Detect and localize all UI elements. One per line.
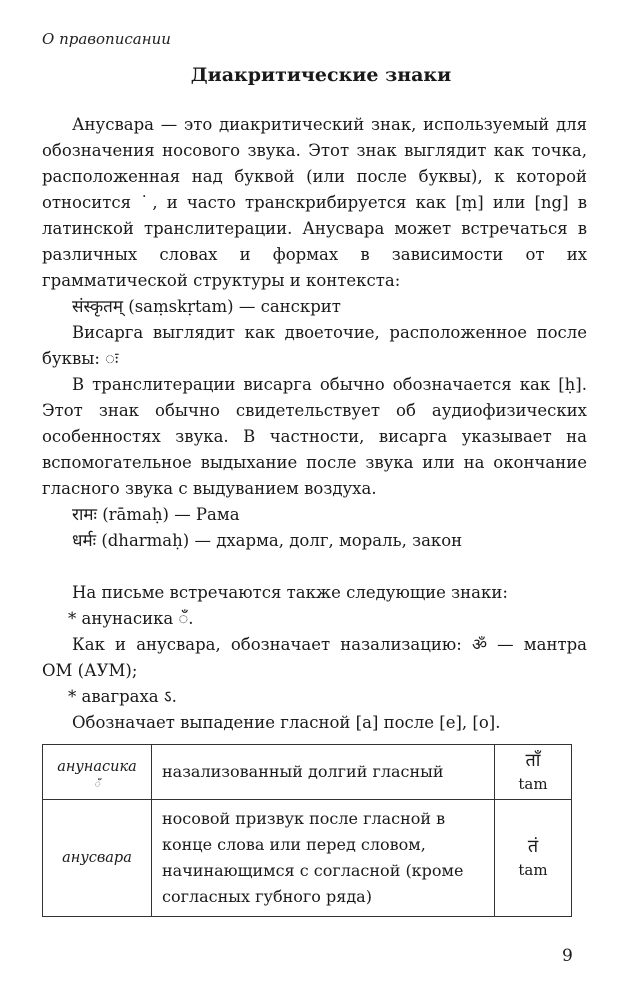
page-number: 9 bbox=[562, 946, 573, 966]
table-row bbox=[43, 745, 572, 800]
table-example-deva: तं bbox=[527, 836, 539, 857]
example-rama-translit: (rāmaḥ) bbox=[102, 505, 169, 524]
example-rama-deva: रामः bbox=[72, 505, 97, 525]
anusvara-paragraph: Анусвара — это диакритический знак, используемый для обозначения носового звука. Этот знак выглядит как точка, расположенная над буквой (или после буквы), к которой относится ˙, и часто транскрибируется как [ṃ] или [ng] в латинской транслитерации. Анусвара может встречаться в различных словах и формах в зависимости от их грамматической структуры и контекста: bbox=[42, 115, 587, 290]
section-title: Диакритические знаки bbox=[190, 64, 452, 86]
table-example-cell bbox=[495, 745, 572, 800]
table-row bbox=[43, 800, 572, 917]
table-description: носовой призвук после гласной в конце слова или перед словом, начинающимся с согласной (кроме согласных губного ряда) bbox=[152, 800, 495, 917]
table-example-roman: tam bbox=[518, 861, 548, 879]
om-symbol: ॐ bbox=[471, 635, 488, 654]
table-description: назализованный долгий гласный bbox=[152, 745, 495, 800]
table-term-cell bbox=[43, 745, 152, 800]
visarga-paragraph: В транслитерации висарга обычно обозначается как [ḥ]. Этот знак обычно свидетельствует об аудиофизических особенностях звука. В частности, висарга указывает на вспомогательное выдыхание после звука или на окончание гласного звука с выдуванием воздуха. bbox=[42, 375, 587, 498]
anunasika-desc bbox=[42, 632, 587, 684]
example-rama-gloss: — Рама bbox=[174, 505, 240, 524]
table-term: анусвара bbox=[62, 850, 132, 866]
example-dharma-deva: धर्मः bbox=[72, 531, 97, 551]
example-sanskrit-deva: संस्कृतम् bbox=[72, 297, 124, 317]
anunasika-item: * анунасика ँ. bbox=[68, 609, 194, 628]
example-dharma-gloss: — дхарма, долг, мораль, закон bbox=[194, 531, 463, 550]
table-example-deva: ताँ bbox=[525, 750, 541, 771]
table-example-cell bbox=[495, 800, 572, 917]
anunasika-desc-after: — мантра ОМ (АУМ); bbox=[42, 635, 587, 680]
diacritics-table bbox=[42, 744, 572, 917]
example-dharma bbox=[72, 528, 462, 554]
anunasika-desc-before: Как и анусвара, обозначает назализацию: bbox=[72, 635, 462, 654]
table-term-cell bbox=[43, 800, 152, 917]
example-sanskrit-translit: (saṃskṛtam) bbox=[128, 297, 234, 316]
other-signs-intro: На письме встречаются также следующие знаки: bbox=[72, 583, 508, 602]
avagraha-desc: Обозначает выпадение гласной [а] после [е], [о]. bbox=[72, 713, 501, 732]
table-term-mark: ँ bbox=[94, 779, 100, 790]
table-term: анунасика bbox=[57, 759, 137, 775]
example-rama bbox=[72, 502, 240, 528]
visarga-intro: Висарга выглядит как двоеточие, расположенное после буквы: ः bbox=[42, 323, 587, 368]
avagraha-item: * аваграха ऽ. bbox=[68, 687, 177, 706]
example-dharma-translit: (dharmaḥ) bbox=[101, 531, 190, 550]
running-head: О правописании bbox=[42, 30, 171, 48]
example-sanskrit bbox=[72, 294, 341, 320]
example-sanskrit-gloss: — санскрит bbox=[238, 297, 341, 316]
table-example-roman: tam bbox=[518, 775, 548, 793]
